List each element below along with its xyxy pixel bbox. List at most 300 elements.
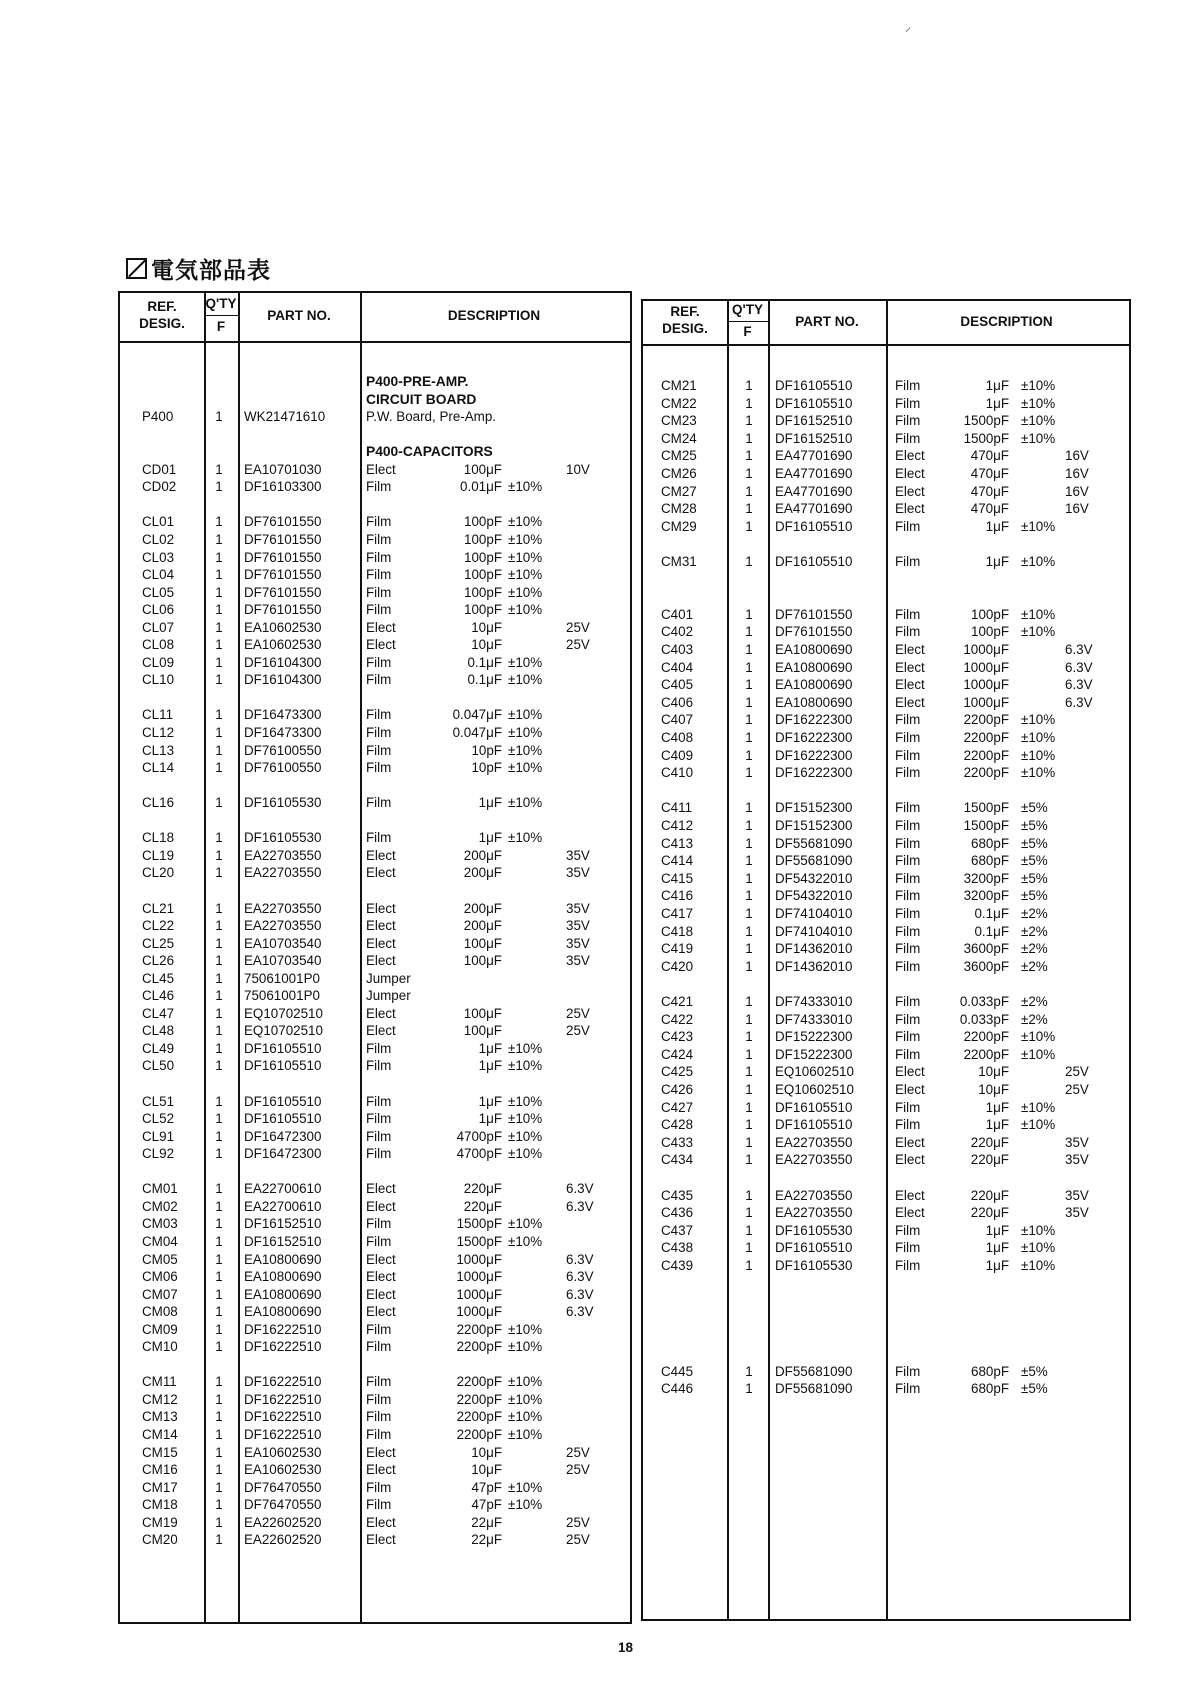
cell-tol: ±5% [1021, 835, 1048, 851]
table-row [120, 1531, 630, 1549]
cell-tol: ±2% [1021, 906, 1048, 921]
cell-qty: 1 [215, 935, 223, 951]
cell-t: Elect [895, 642, 925, 657]
cell-pn: DF16222510 [244, 1374, 322, 1390]
cell-ref: CL92 [142, 1146, 175, 1162]
cell-ref: C407 [661, 712, 694, 728]
table-row [643, 1134, 1129, 1152]
cell-tol: ±10% [508, 760, 543, 776]
cell-pn: EA10602530 [244, 1462, 322, 1478]
table-row [120, 1461, 630, 1479]
cell-t: Film [366, 479, 392, 495]
cell-pn: EQ10702510 [244, 1023, 323, 1039]
table-row [120, 1321, 630, 1339]
cell-t: Film [895, 994, 921, 1009]
cell-ref: CM22 [661, 395, 697, 411]
cell-tol: ±2% [1021, 923, 1048, 939]
cell-pn: EA47701690 [775, 501, 853, 517]
table-row [120, 1093, 630, 1111]
table-row [643, 711, 1129, 729]
cell-tol: ±10% [508, 584, 543, 600]
cell-val: 220μF [970, 1152, 1009, 1168]
cell-tol: ±10% [1021, 1117, 1056, 1133]
bold: CIRCUIT BOARD [366, 391, 477, 407]
table-row [120, 706, 630, 724]
table-row [643, 1363, 1129, 1381]
cell-val: 0.1μF [467, 672, 502, 688]
table-row [643, 606, 1129, 624]
cell-qty: 1 [215, 760, 223, 776]
table-row [643, 395, 1129, 413]
cell-pn: DF16105510 [244, 1111, 322, 1127]
cell-qty: 1 [215, 1339, 223, 1355]
cell-t: Film [895, 624, 921, 640]
cell-vo: 16V [1065, 448, 1089, 464]
cell-tol: ±10% [1021, 1258, 1056, 1273]
cell-pn: DF14362010 [775, 958, 853, 974]
cell-pn: EA22602520 [244, 1514, 322, 1530]
cell-tol: ±10% [1021, 747, 1056, 763]
cell-vo: 6.3V [566, 1286, 594, 1302]
cell-val: 1000μF [456, 1304, 502, 1320]
cell-qty: 1 [745, 958, 753, 974]
cell-val: 1000μF [963, 677, 1009, 693]
cell-val: 100μF [463, 953, 502, 969]
cell-t: Film [895, 1240, 921, 1256]
cell-val: 2200pF [456, 1339, 502, 1355]
cell-ref: CL10 [142, 672, 175, 688]
cell-val: 0.047μF [452, 725, 502, 740]
table-row [643, 1028, 1129, 1046]
cell-val: 22μF [471, 1532, 502, 1548]
cell-val: 0.1μF [974, 923, 1009, 939]
cell-val: 3200pF [963, 870, 1009, 886]
cell-qty: 1 [215, 1251, 223, 1267]
cell-vo: 25V [566, 619, 590, 635]
cell-qty: 1 [215, 654, 223, 670]
cell-ref: CM28 [661, 501, 697, 517]
cell-val: 10pF [471, 742, 502, 758]
table-row [643, 465, 1129, 483]
cell-t: Jumper [366, 970, 411, 986]
cell-t: Film [895, 430, 921, 446]
cell-pn: DF16472300 [244, 1128, 322, 1144]
cell-vo: 25V [566, 1514, 590, 1530]
cell-pn: DF76470550 [244, 1479, 322, 1495]
cell-t: Elect [895, 1205, 925, 1221]
cell-t: Film [895, 1011, 921, 1027]
table-row [643, 447, 1129, 465]
cell-qty: 1 [745, 448, 753, 464]
cell-qty: 1 [215, 637, 223, 653]
table-row [120, 1286, 630, 1304]
cell-ref: C417 [661, 906, 694, 921]
table-row [643, 1151, 1129, 1169]
cell-qty: 1 [215, 1269, 223, 1285]
header-part-no: PART NO. [267, 308, 331, 323]
table-row [120, 549, 630, 567]
cell-val: 47pF [471, 1497, 502, 1513]
cell-t: Elect [895, 694, 925, 710]
cell-qty: 1 [215, 1111, 223, 1127]
cell-tol: ±5% [1021, 800, 1048, 816]
cell-qty: 1 [215, 1128, 223, 1144]
cell-qty: 1 [215, 409, 223, 425]
cell-qty: 1 [745, 1134, 753, 1150]
cell-qty: 1 [215, 672, 223, 688]
cell-pn: EA22703550 [775, 1187, 853, 1203]
table-row [643, 1116, 1129, 1134]
cell-tol: ±10% [508, 1093, 543, 1109]
cell-val: 680pF [971, 1363, 1009, 1379]
cell-t: Elect [366, 1181, 396, 1197]
table-row [643, 923, 1129, 941]
cell-pn: EQ10702510 [244, 1005, 323, 1021]
cell-pn: DF16105510 [775, 1240, 853, 1256]
cell-tol: ±10% [508, 549, 543, 565]
cell-ref: CL47 [142, 1005, 175, 1021]
cell-tol: ±10% [508, 1111, 543, 1127]
cell-val: 470μF [970, 501, 1009, 517]
cell-pn: DF15222300 [775, 1029, 853, 1045]
cell-pn: DF16105510 [244, 1058, 322, 1074]
cell-tol: ±2% [1021, 958, 1048, 974]
cell-ref: CM11 [142, 1374, 177, 1390]
cell-t: Film [895, 835, 921, 851]
table-row [120, 566, 630, 584]
cell-tol: ±10% [1021, 395, 1056, 411]
bold: P400-PRE-AMP. [366, 374, 469, 389]
table-row [120, 1022, 630, 1040]
cell-tol: ±10% [508, 1409, 543, 1425]
cell-ref: CM27 [661, 483, 697, 499]
cell-tol: ±10% [508, 725, 543, 740]
table-row [120, 1426, 630, 1444]
cell-tol: ±2% [1021, 941, 1048, 957]
cell-ref: C433 [661, 1134, 694, 1150]
table-row [643, 1257, 1129, 1275]
cell-qty: 1 [215, 795, 223, 811]
cell-pn: DF16473300 [244, 725, 322, 740]
cell-tol: ±10% [1021, 1222, 1056, 1238]
cell-qty: 1 [745, 1222, 753, 1238]
table-row [120, 1057, 630, 1075]
cell-pn: DF54322010 [775, 888, 853, 904]
cell-t: Film [366, 1479, 392, 1495]
cell-ref: CL16 [142, 795, 175, 811]
cell-val: 0.033pF [959, 1011, 1009, 1027]
cell-tol: ±10% [1021, 624, 1056, 640]
cell-qty: 1 [215, 514, 223, 530]
cell-t: Film [895, 1099, 921, 1115]
table-row [120, 1303, 630, 1321]
cell-d: P.W. Board, Pre-Amp. [366, 409, 496, 425]
cell-ref: C422 [661, 1011, 694, 1027]
page-number: 18 [618, 1640, 634, 1655]
cell-pn: EA22700610 [244, 1181, 322, 1197]
cell-qty: 1 [745, 730, 753, 745]
cell-ref: C421 [661, 994, 694, 1009]
cell-pn: DF76101550 [244, 531, 322, 547]
cell-t: Elect [366, 461, 396, 477]
cell-ref: CM14 [142, 1427, 178, 1442]
cell-val: 1μF [985, 1222, 1009, 1238]
cell-qty: 1 [215, 1040, 223, 1056]
cell-vo: 16V [1065, 483, 1089, 499]
cell-qty: 1 [215, 865, 223, 881]
table-row [120, 724, 630, 742]
cell-ref: CL08 [142, 637, 175, 653]
cell-qty: 1 [745, 378, 753, 393]
cell-ref: CM12 [142, 1391, 178, 1407]
cell-qty: 1 [215, 479, 223, 495]
cell-ref: CL45 [142, 970, 175, 986]
cell-pn: EQ10602510 [775, 1082, 854, 1097]
cell-qty: 1 [215, 531, 223, 547]
cell-tol: ±10% [508, 1391, 543, 1407]
cell-t: Film [366, 1339, 392, 1355]
table-row [120, 1040, 630, 1058]
cell-t: Film [895, 1222, 921, 1238]
cell-val: 1μF [985, 518, 1009, 534]
cell-qty: 1 [215, 602, 223, 618]
cell-tol: ±10% [1021, 765, 1056, 781]
cell-qty: 1 [215, 918, 223, 934]
table-row [120, 1145, 630, 1163]
cell-ref: C423 [661, 1029, 694, 1045]
cell-ref: C424 [661, 1046, 694, 1062]
cell-qty: 1 [745, 870, 753, 886]
table-row [120, 794, 630, 812]
cell-tol: ±10% [1021, 430, 1056, 446]
cell-qty: 1 [215, 900, 223, 916]
table-row [643, 993, 1129, 1011]
cell-pn: DF16222300 [775, 747, 853, 763]
header-qty: Q'TY F [205, 296, 237, 334]
cell-pn: EA10602530 [244, 619, 322, 635]
cell-val: 200μF [463, 847, 502, 863]
cell-tol: ±10% [1021, 730, 1056, 745]
table-row [643, 659, 1129, 677]
table-row [643, 1222, 1129, 1240]
cell-ref: CL09 [142, 654, 175, 670]
cell-qty: 1 [215, 619, 223, 635]
cell-pn: EQ10602510 [775, 1064, 854, 1080]
cell-t: Elect [366, 900, 396, 916]
cell-ref: CM17 [142, 1479, 178, 1495]
cell-tol: ±10% [508, 654, 543, 670]
cell-ref: CL91 [142, 1128, 175, 1144]
cell-qty: 1 [745, 818, 753, 833]
cell-tol: ±10% [1021, 554, 1056, 569]
cell-val: 100pF [971, 606, 1009, 622]
cell-pn: DF76101550 [244, 584, 322, 600]
cell-qty: 1 [745, 659, 753, 675]
cell-val: 680pF [971, 853, 1009, 869]
cell-pn: EA22703550 [775, 1152, 853, 1168]
cell-pn: DF76470550 [244, 1497, 322, 1513]
cell-ref: C428 [661, 1117, 694, 1133]
cell-qty: 1 [215, 1497, 223, 1513]
right-parts-table [641, 299, 1131, 1621]
table-row [120, 1373, 630, 1391]
cell-ref: C416 [661, 888, 694, 904]
cell-pn: DF16222510 [244, 1391, 322, 1407]
cell-ref: C409 [661, 747, 694, 763]
table-row [120, 970, 630, 988]
cell-vo: 35V [1065, 1134, 1089, 1150]
cell-val: 470μF [970, 483, 1009, 499]
cell-qty: 1 [745, 430, 753, 446]
cell-ref: CM13 [142, 1409, 178, 1425]
cell-val: 2200pF [456, 1321, 502, 1337]
cell-qty: 1 [215, 830, 223, 846]
cell-pn: DF54322010 [775, 870, 853, 886]
cell-t: Film [366, 1321, 392, 1337]
cell-ref: CL46 [142, 988, 175, 1004]
cell-ref: C410 [661, 765, 694, 781]
cell-tol: ±10% [508, 707, 543, 723]
cell-vo: 10V [566, 461, 590, 477]
cell-qty: 1 [745, 765, 753, 781]
cell-vo: 6.3V [1065, 659, 1093, 675]
cell-vo: 35V [566, 847, 590, 863]
cell-pn: DF16105530 [244, 830, 322, 846]
cell-tol: ±10% [508, 1321, 543, 1337]
cell-tol: ±10% [508, 602, 543, 618]
cell-t: Elect [366, 1198, 396, 1214]
cell-pn: EA22700610 [244, 1198, 322, 1214]
table-row [120, 829, 630, 847]
cell-t: Film [895, 730, 921, 745]
cell-qty: 1 [745, 994, 753, 1009]
cell-val: 1500pF [963, 800, 1009, 816]
cell-pn: DF16473300 [244, 707, 322, 723]
table-row [120, 1338, 630, 1356]
cell-tol: ±10% [508, 1146, 543, 1162]
cell-qty: 1 [745, 1029, 753, 1045]
cell-vo: 35V [1065, 1187, 1089, 1203]
cell-ref: CL02 [142, 531, 175, 547]
cell-val: 1μF [985, 395, 1009, 411]
cell-val: 100pF [971, 624, 1009, 640]
cell-val: 3600pF [963, 941, 1009, 957]
table-row [120, 1128, 630, 1146]
cell-ref: C406 [661, 694, 694, 710]
cell-qty: 1 [745, 1187, 753, 1203]
cell-tol: ±10% [1021, 518, 1056, 534]
cell-pn: DF16152510 [775, 413, 853, 429]
cell-ref: CL49 [142, 1040, 175, 1056]
cell-ref: CM25 [661, 448, 697, 464]
cell-ref: CL19 [142, 847, 175, 863]
cell-val: 1000μF [963, 659, 1009, 675]
cell-qty: 1 [215, 1479, 223, 1495]
cell-ref: CD01 [142, 461, 177, 477]
cell-ref: C439 [661, 1258, 694, 1273]
cell-val: 1μF [985, 378, 1009, 393]
cell-qty: 1 [745, 712, 753, 728]
table-row [643, 835, 1129, 853]
cell-t: Film [366, 1040, 392, 1056]
cell-qty: 1 [745, 483, 753, 499]
cell-ref: CL04 [142, 567, 175, 583]
cell-ref: CL07 [142, 619, 175, 635]
cell-val: 100pF [464, 584, 502, 600]
cell-val: 1μF [478, 1058, 502, 1074]
cell-ref: C405 [661, 677, 694, 693]
cell-val: 0.1μF [467, 654, 502, 670]
cell-t: Film [895, 906, 921, 921]
table-row [643, 1380, 1129, 1398]
cell-val: 1μF [478, 795, 502, 811]
cell-val: 470μF [970, 448, 1009, 464]
cell-pn: EA22703550 [775, 1134, 853, 1150]
cell-val: 1μF [985, 1099, 1009, 1115]
cell-qty: 1 [745, 1205, 753, 1221]
table-row [120, 1514, 630, 1532]
cell-ref: CL13 [142, 742, 175, 758]
cell-t: Film [895, 747, 921, 763]
cell-tol: ±10% [1021, 1240, 1056, 1256]
cell-val: 200μF [463, 865, 502, 881]
cell-val: 1500pF [963, 413, 1009, 429]
cell-t: Elect [366, 1532, 396, 1548]
cell-ref: CM20 [142, 1532, 178, 1548]
table-row [120, 1268, 630, 1286]
table-row [643, 623, 1129, 641]
cell-ref: CM10 [142, 1339, 178, 1355]
header-description: DESCRIPTION [447, 308, 541, 323]
cell-t: Film [895, 958, 921, 974]
cell-ref: C418 [661, 923, 694, 939]
cell-tol: ±10% [508, 1058, 543, 1074]
cell-val: 220μF [970, 1134, 1009, 1150]
cell-pn: DF16105510 [775, 1099, 853, 1115]
cell-t: Film [895, 853, 921, 869]
cell-ref: CM21 [661, 378, 697, 393]
table-row [120, 636, 630, 654]
table-row [643, 747, 1129, 765]
cell-ref: C408 [661, 730, 694, 745]
table-row [120, 531, 630, 549]
cell-t: Elect [366, 1005, 396, 1021]
cell-val: 1μF [985, 1258, 1009, 1273]
cell-qty: 1 [215, 1181, 223, 1197]
cell-tol: ±10% [508, 830, 543, 846]
cell-t: Film [366, 725, 392, 740]
cell-val: 0.01μF [460, 479, 502, 495]
cell-t: Film [366, 795, 392, 811]
cell-t: Elect [366, 1269, 396, 1285]
cell-val: 1500pF [963, 430, 1009, 446]
cell-t: Elect [366, 953, 396, 969]
table-row [643, 500, 1129, 518]
cell-ref: C401 [661, 606, 694, 622]
cell-pn: EA47701690 [775, 448, 853, 464]
cell-qty: 1 [745, 694, 753, 710]
cell-pn: DF14362010 [775, 941, 853, 957]
cell-pn: DF16105510 [244, 1093, 322, 1109]
cell-pn: 75061001P0 [244, 970, 320, 986]
cell-ref: CL51 [142, 1093, 175, 1109]
cell-tol: ±2% [1021, 1011, 1048, 1027]
cell-qty: 1 [215, 1374, 223, 1390]
cell-vo: 25V [566, 1462, 590, 1478]
table-row [120, 1198, 630, 1216]
cell-t: Elect [366, 847, 396, 863]
table-row [120, 847, 630, 865]
